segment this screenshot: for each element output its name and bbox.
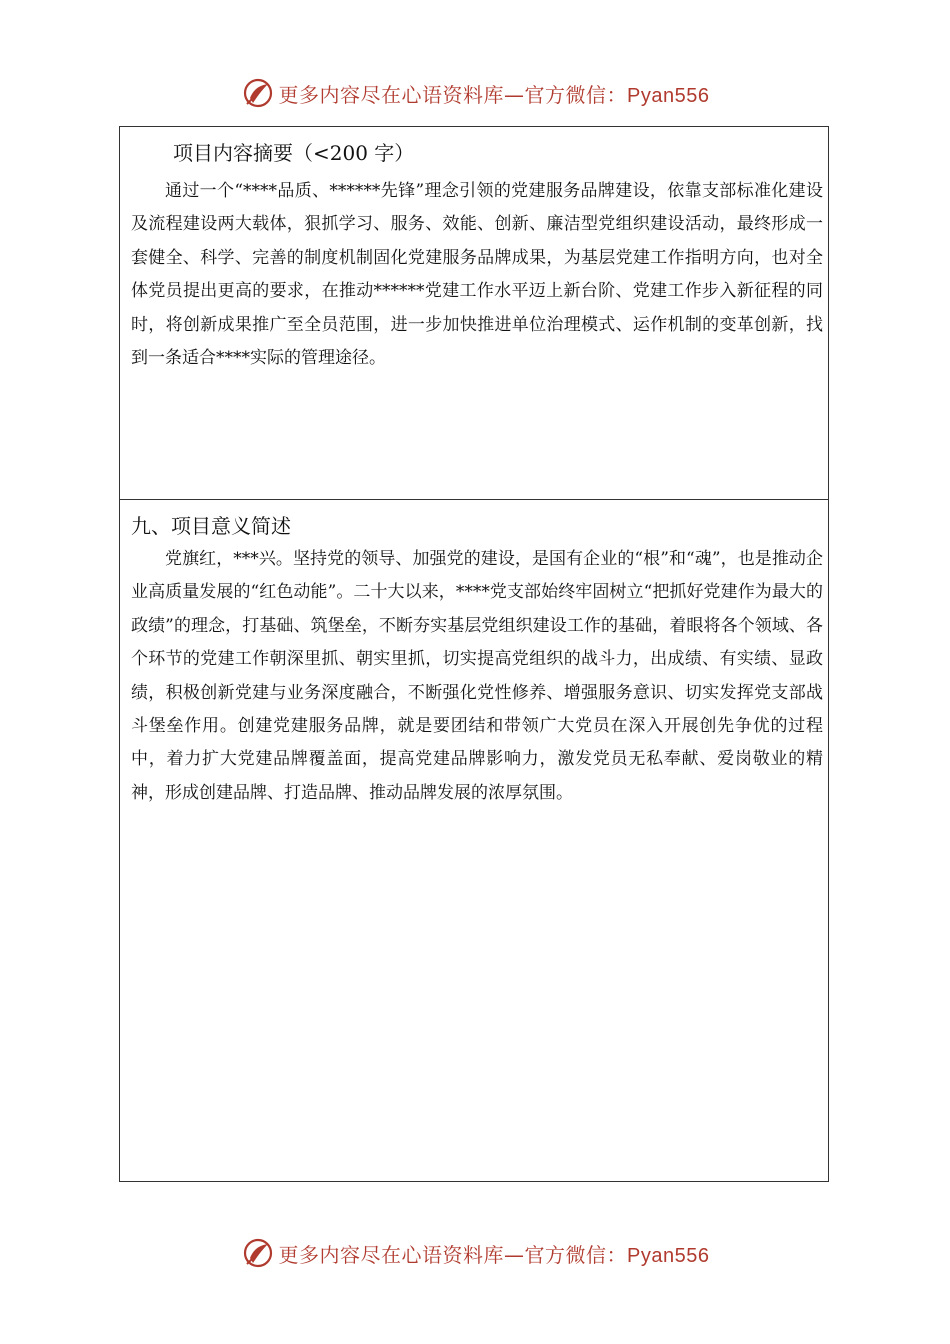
banner-message: 更多内容尽在心语资料库—官方微信：: [278, 1242, 628, 1267]
significance-title: 九、项目意义简述: [131, 514, 291, 538]
summary-cell: [120, 127, 828, 500]
brand-logo-icon: [241, 1236, 275, 1270]
header-banner: [0, 73, 950, 113]
significance-body: 党旗红，***兴。坚持党的领导、加强党的建设，是国有企业的“根”和“魂”，也是推动企业高质量发展的“红色动能”。二十大以来，****党支部始终牢固树立“把抓好党建作为最大的政绩”的理念，打基础、筑堡垒，不断夯实基层党组织建设工作的基础，着眼将各个领域、各个环节的党建工作朝深里抓、朝实里抓，切实提高党组织的战斗力，出成绩、有实绩、显政绩，积极创新党建与业务深度融合，不断强化党性修养、增强服务意识、切实发挥党支部战斗堡垒作用。创建党建服务品牌，就是要团结和带领广大党员在深入开展创先争优的过程中，着力扩大党建品牌覆盖面，提高党建品牌影响力，激发党员无私奉献、爱岗敬业的精神，形成创建品牌、打造品牌、推动品牌发展的浓厚氛围。: [131, 549, 823, 803]
banner-wechat-id: Pyan556: [627, 1244, 710, 1267]
banner-text: [279, 79, 710, 108]
footer-banner: [0, 1233, 950, 1273]
significance-cell: [120, 500, 828, 1181]
brand-logo-icon: [241, 76, 275, 110]
form-table: [119, 126, 829, 1182]
banner-text: [279, 1239, 710, 1268]
banner-wechat-id: Pyan556: [627, 84, 710, 107]
banner-message: 更多内容尽在心语资料库—官方微信：: [278, 82, 628, 107]
summary-body: 通过一个“****品质、******先锋”理念引领的党建服务品牌建设，依靠支部标准化建设及流程建设两大载体，狠抓学习、服务、效能、创新、廉洁型党组织建设活动，最终形成一套健全、科学、完善的制度机制固化党建服务品牌成果，为基层党建工作指明方向，也对全体党员提出更高的要求，在推动******党建工作水平迈上新台阶、党建工作步入新征程的同时，将创新成果推广至全员范围，进一步加快推进单位治理模式、运作机制的变革创新，找到一条适合****实际的管理途径。: [131, 181, 823, 369]
summary-title: 项目内容摘要（<200 字）: [173, 141, 415, 165]
